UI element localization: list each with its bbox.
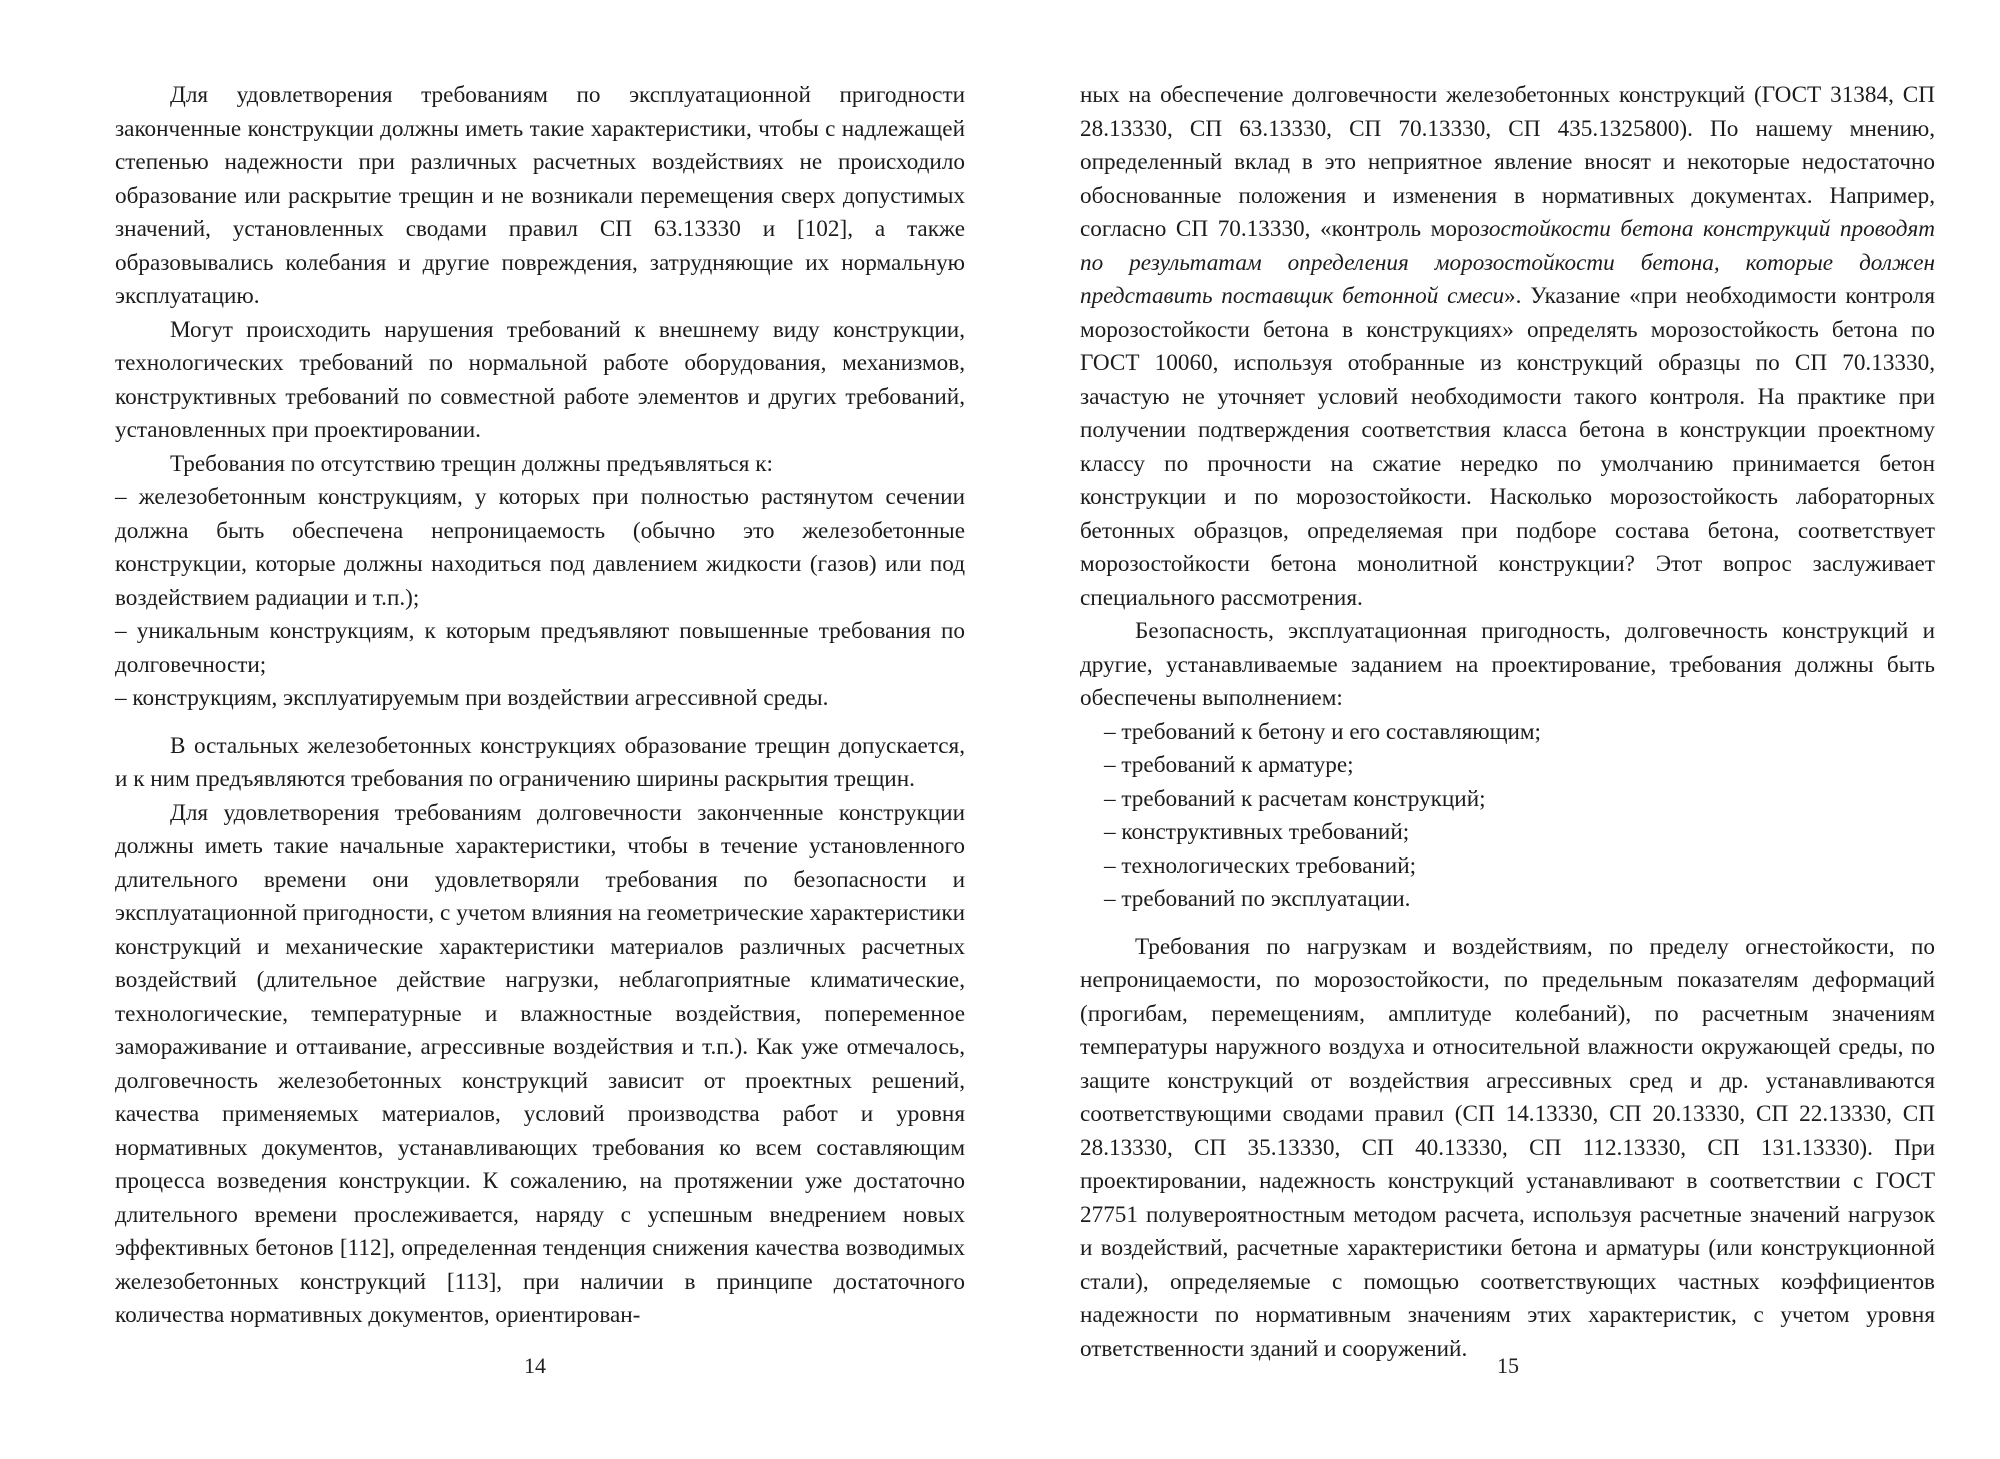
list-item-unique: – уникальным конструкциям, к которым предъявляют повышенные требования по долговечности;	[115, 618, 965, 678]
continuation-text-start: ных на обеспечение долговечности железобетонных конструкций (ГОСТ 31384, СП 28.13330, СП 63.13330, СП 70.13330, СП 435.1325800). По нашему мнению, определенный вклад в это неприятное явление вносят и некоторые недостаточно обоснованные положения и изменения в нормативных документах. Например, согласно СП 70.13330, «контроль моро	[1080, 82, 1935, 242]
left-page-text	[115, 79, 965, 1333]
paragraph-loads: Требования по нагрузкам и воздействиям, по пределу огнестойкости, по непроницаемости, по морозостойкости, по предельным показателям деформаций (прогибам, перемещениям, амплитуде колебаний), по расчетным значениям температуры наружного воздуха и относительной влажности окружающей среды, по защите конструкций от воздействия агрессивных сред и др. устанавливаются соответствующими сводами правил (СП 14.13330, СП 20.13330, СП 22.13330, СП 28.13330, СП 35.13330, СП 40.13330, СП 112.13330, СП 131.13330). При проектировании, надежность конструкций устанавливают в соответствии с ГОСТ 27751 полувероятностным методом расчета, используя расчетные значений нагрузок и воздействий, расчетные характеристики бетона и арматуры (или конструкционной стали), определяемые с помощью соответствующих частных коэффициентов надежности по нормативным значениям этих характеристик, с учетом уровня ответственности зданий и сооружений.	[1080, 933, 1935, 1362]
list-item-technological: – технологических требований;	[1104, 852, 1417, 879]
page-number-left: 14	[524, 1353, 546, 1378]
list-item-concrete: – требований к бетону и его составляющим;	[1104, 718, 1541, 745]
page-number-right: 15	[1497, 1353, 1519, 1378]
paragraph-durability: Для удовлетворения требованиям долговечности законченные конструкции должны иметь такие начальные характеристики, чтобы в течение установленного длительного времени они удовлетворяли требования по безопасности и эксплуатационной пригодности, с учетом влияния на геометрические характеристики конструкций и механические характеристики материалов различных расчетных воздействий (длительное действие нагрузки, неблагоприятные климатические, технологические, температурные и влажностные воздействия, попеременное замораживание и оттаивание, агрессивные воздействия и т.п.). Как уже отмечалось, долговечность железобетонных конструкций зависит от проектных решений, качества применяемых материалов, условий производства работ и уровня нормативных документов, устанавливающих требования ко всем составляющим процесса возведения конструкции. К сожалению, на протяжении уже достаточно длительного времени прослеживается, наряду с успешным внедрением новых эффективных бетонов [112], определенная тенденция снижения качества возводимых железобетонных конструкций [113], при наличии в принципе достаточного количества нормативных документов, ориентирован-	[115, 799, 965, 1328]
paragraph-safety: Безопасность, эксплуатационная пригодность, долговечность конструкций и другие, устанавливаемые заданием на проектирование, требования должны быть обеспечены выполнением:	[1080, 618, 1935, 711]
list-item-calculations: – требований к расчетам конструкций;	[1104, 785, 1486, 812]
paragraph-crack-requirements: Требования по отсутствию трещин должны предъявляться к:	[170, 450, 773, 477]
continuation-text-end: ». Указание «при необходимости контроля морозостойкости бетона в конструкциях» определять морозостойкость бетона по ГОСТ 10060, используя отобранные из конструкций образцы по СП 70.13330, зачастую не уточняет условий необходимости такого контроля. На практике при получении подтверждения соответствия класса бетона в конструкции проектному классу по прочности на сжатие нередко по умолчанию принимается бетон конструкции и по морозостойкости. Насколько морозостойкость лабораторных бетонных образцов, определяемая при подборе состава бетона, соответствует морозостойкости бетона монолитной конструкции? Этот вопрос заслуживает специального рассмотрения.	[1080, 283, 1935, 611]
list-item-operation: – требований по эксплуатации.	[1104, 886, 1411, 912]
list-item-impermeable: – железобетонным конструкциям, у которых при полностью растянутом сечении должна быть обеспечена непроницаемость (обычно это железобетонные конструкции, которые должны находиться под давлением жидкости (газов) или под воздействием радиации и т.п.);	[115, 484, 965, 611]
paragraph-continuation	[1080, 79, 1935, 615]
paragraph-serviceability: Для удовлетворения требованиям по эксплуатационной пригодности законченные конструкции должны иметь такие характеристики, чтобы с надлежащей степенью надежности при различных расчетных воздействиях не происходило образование или раскрытие трещин и не возникали перемещения сверх допустимых значений, установленных сводами правил СП 63.13330 и [102], а также образовывались колебания и другие повреждения, затрудняющие их нормальную эксплуатацию.	[115, 82, 965, 309]
italic-quote: зостойкости бетона конструкций проводят по результатам определения морозостойкости бетона, которые должен представить поставщик бетонной смеси	[1080, 216, 1935, 309]
list-item-structural: – конструктивных требований;	[1104, 819, 1410, 845]
list-item-reinforcement: – требований к арматуре;	[1104, 752, 1354, 778]
paragraph-violations: Могут происходить нарушения требований к внешнему виду конструкции, технологических требований по нормальной работе оборудования, механизмов, конструктивных требований по совместной работе элементов и других требований, установленных при проектировании.	[115, 316, 965, 443]
paragraph-crack-width: В остальных железобетонных конструкциях образование трещин допускается, и к ним предъявляются требования по ограничению ширины раскрытия трещин.	[115, 732, 965, 792]
right-page-text	[1080, 79, 1935, 1366]
list-item-aggressive: – конструкциям, эксплуатируемым при воздействии агрессивной среды.	[115, 685, 829, 711]
